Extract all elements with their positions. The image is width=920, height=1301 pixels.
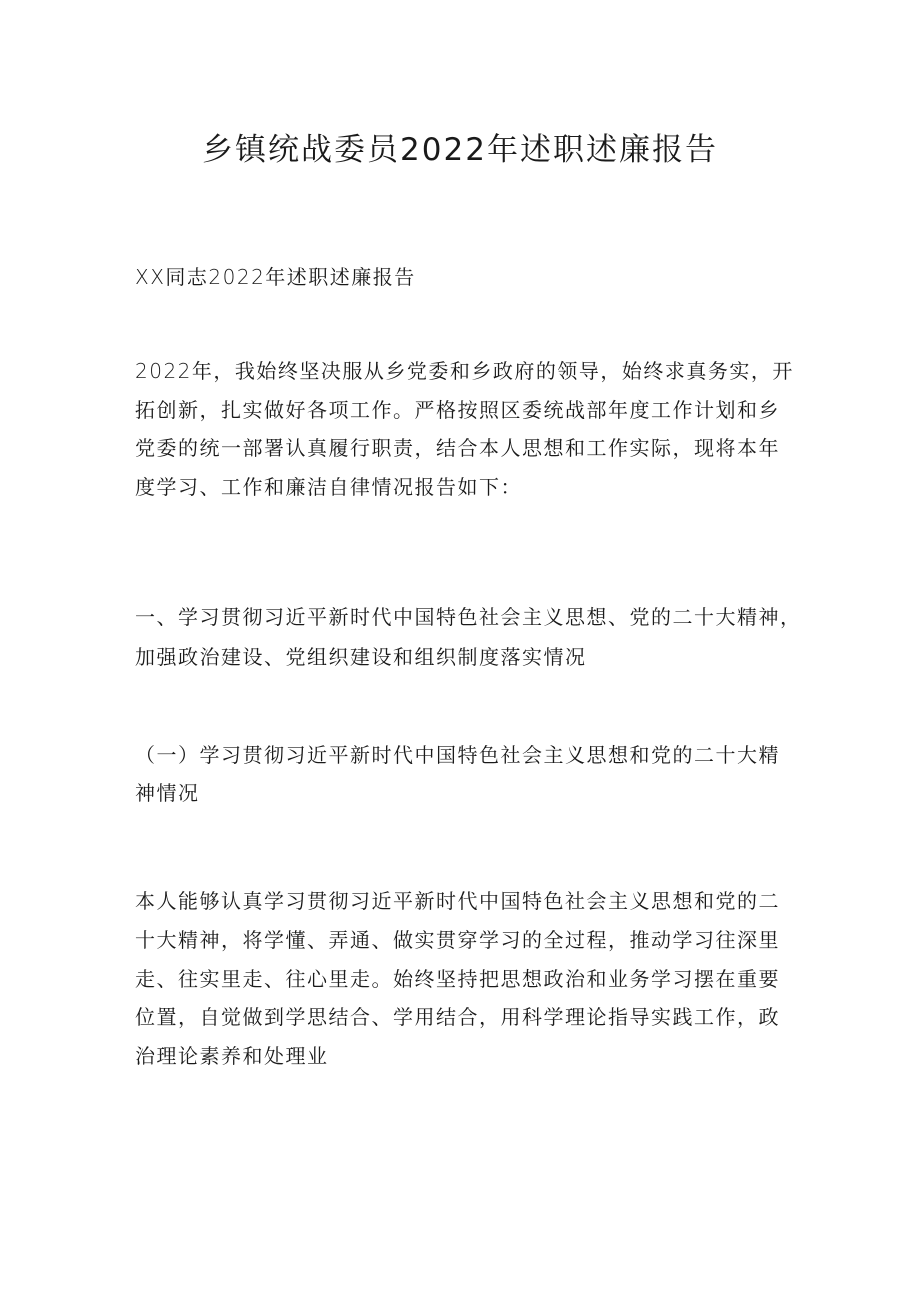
- intro-line: 拓创新，扎实做好各项工作。严格按照区委统战部年度工作计划和乡: [135, 397, 780, 422]
- intro-line: 度学习、工作和廉洁自律情况报告如下：: [135, 474, 522, 499]
- intro-line: 党委的统一部署认真履行职责，结合本人思想和工作实际，现将本年: [135, 436, 780, 460]
- subsection-heading-1: [135, 736, 791, 812]
- body-line: 位置，自觉做到学思结合、学用结合，用科学理论指导实践工作，政: [135, 1005, 780, 1030]
- subsection-heading-line: （一）学习贯彻习近平新时代中国特色社会主义思想和党的二十大精: [135, 743, 780, 767]
- body-line: 本人能够认真学习贯彻习近平新时代中国特色社会主义思想和党的二: [135, 889, 780, 913]
- subtitle-line: XX同志2022年述职述廉报告: [135, 265, 416, 289]
- section-heading-line: 一、学习贯彻习近平新时代中国特色社会主义思想、党的二十大精神，: [135, 605, 802, 629]
- document-title: 乡镇统战委员2022年述职述廉报告: [202, 132, 718, 168]
- section-heading-1: [135, 597, 802, 677]
- subsection-heading-line: 神情况: [135, 781, 200, 805]
- intro-paragraph: [135, 352, 794, 506]
- body-line: 十大精神，将学懂、弄通、做实贯穿学习的全过程，推动学习往深里: [135, 927, 780, 952]
- section-heading-line: 加强政治建设、党组织建设和组织制度落实情况: [135, 645, 587, 669]
- intro-line: 2022年，我始终坚决服从乡党委和乡政府的领导，始终求真务实，开: [135, 359, 794, 383]
- body-line: 治理论素养和处理业: [135, 1044, 329, 1069]
- body-line: 走、往实里走、往心里走。始终坚持把思想政治和业务学习摆在重要: [135, 966, 780, 991]
- body-paragraph-1: [135, 882, 791, 1076]
- document-subtitle: [135, 258, 791, 296]
